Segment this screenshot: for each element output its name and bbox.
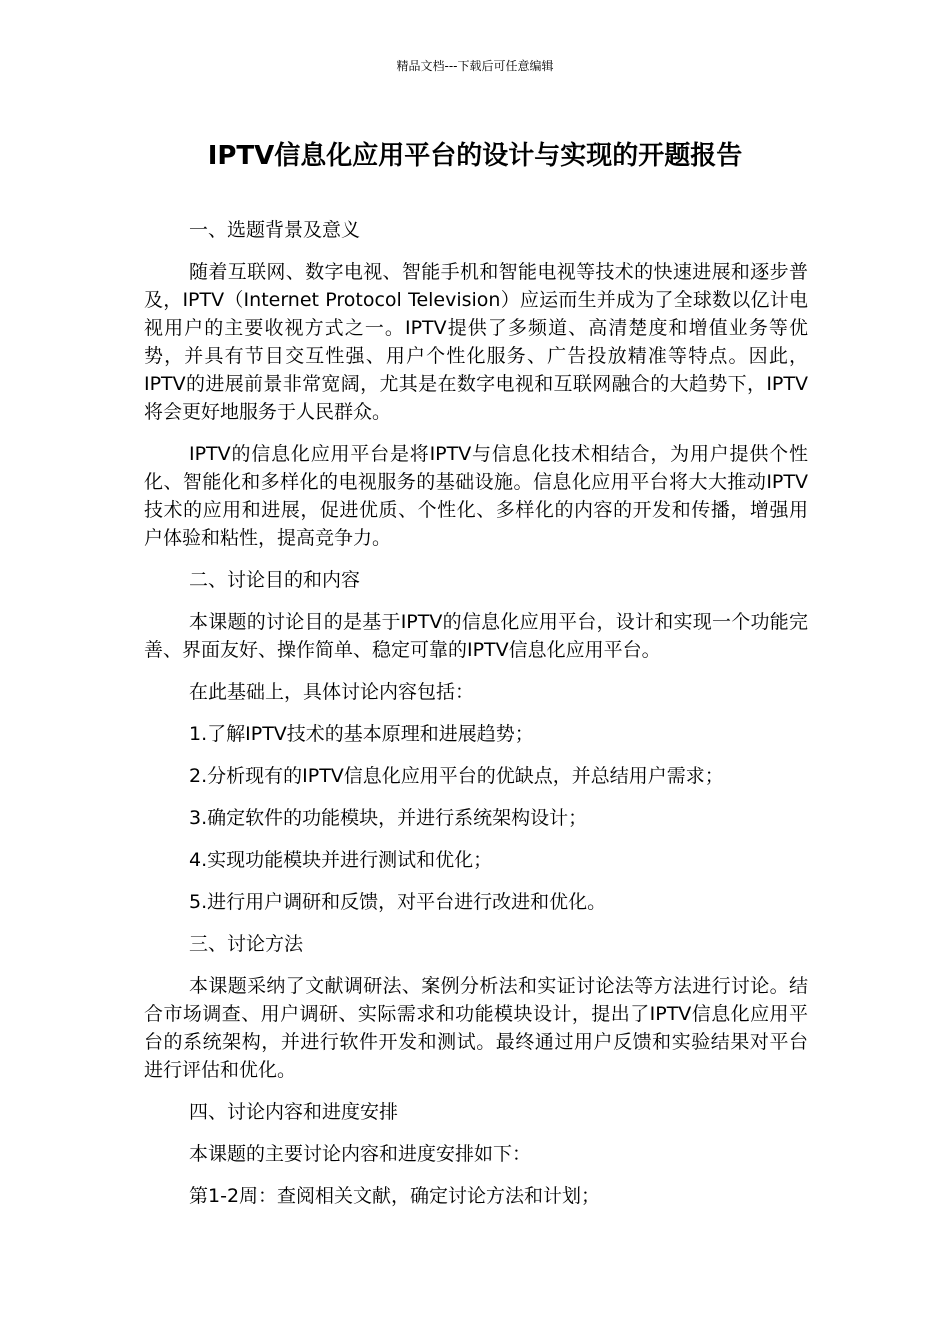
section-heading-purpose: 二、讨论目的和内容	[189, 569, 361, 591]
section-heading-method: 三、讨论方法	[189, 933, 304, 955]
list-item: 4.实现功能模块并进行测试和优化；	[189, 849, 493, 871]
page-header: 精品文档---下载后可任意编辑	[396, 59, 554, 73]
list-item: 5.进行用户调研和反馈，对平台进行改进和优化。	[189, 891, 607, 913]
document-body	[144, 216, 808, 1224]
paragraph-platform: IPTV的信息化应用平台是将IPTV与信息化技术相结合，为用户提供个性化、智能化和多样化的电视服务的基础设施。信息化应用平台将大大推动IPTV技术的应用和进展，促进优质、个性化、多样化的内容的开发和传播，增强用户体验和粘性，提高竞争力。	[144, 443, 808, 549]
paragraph-method: 本课题采纳了文献调研法、案例分析法和实证讨论法等方法进行讨论。结合市场调查、用户调研、实际需求和功能模块设计，提出了IPTV信息化应用平台的系统架构，并进行软件开发和测试。最终通过用户反馈和实验结果对平台进行评估和优化。	[144, 975, 808, 1081]
paragraph-content-intro: 在此基础上，具体讨论内容包括：	[189, 681, 475, 703]
paragraph-schedule-intro: 本课题的主要讨论内容和进度安排如下：	[189, 1143, 532, 1165]
section-heading-background: 一、选题背景及意义	[189, 219, 361, 241]
list-item: 1.了解IPTV技术的基本原理和进展趋势；	[189, 723, 534, 745]
paragraph-purpose: 本课题的讨论目的是基于IPTV的信息化应用平台，设计和实现一个功能完善、界面友好、操作简单、稳定可靠的IPTV信息化应用平台。	[144, 611, 808, 661]
list-item: 2.分析现有的IPTV信息化应用平台的优缺点，并总结用户需求；	[189, 765, 724, 787]
section-heading-schedule: 四、讨论内容和进度安排	[189, 1101, 399, 1123]
list-item: 3.确定软件的功能模块，并进行系统架构设计；	[189, 807, 588, 829]
paragraph-background: 随着互联网、数字电视、智能手机和智能电视等技术的快速进展和逐步普及，IPTV（Internet Protocol Television）应运而生并成为了全球数以亿计电视用户的主要收视方式之一。IPTV提供了多频道、高清楚度和增值业务等优势，并具有节目交互性强、用户个性化服务、广告投放精准等特点。因此，IPTV的进展前景非常宽阔，尤其是在数字电视和互联网融合的大趋势下，IPTV将会更好地服务于人民群众。	[144, 261, 808, 423]
schedule-item: 第1-2周：查阅相关文献，确定讨论方法和计划；	[189, 1185, 601, 1207]
document-title: IPTV信息化应用平台的设计与实现的开题报告	[207, 141, 743, 171]
